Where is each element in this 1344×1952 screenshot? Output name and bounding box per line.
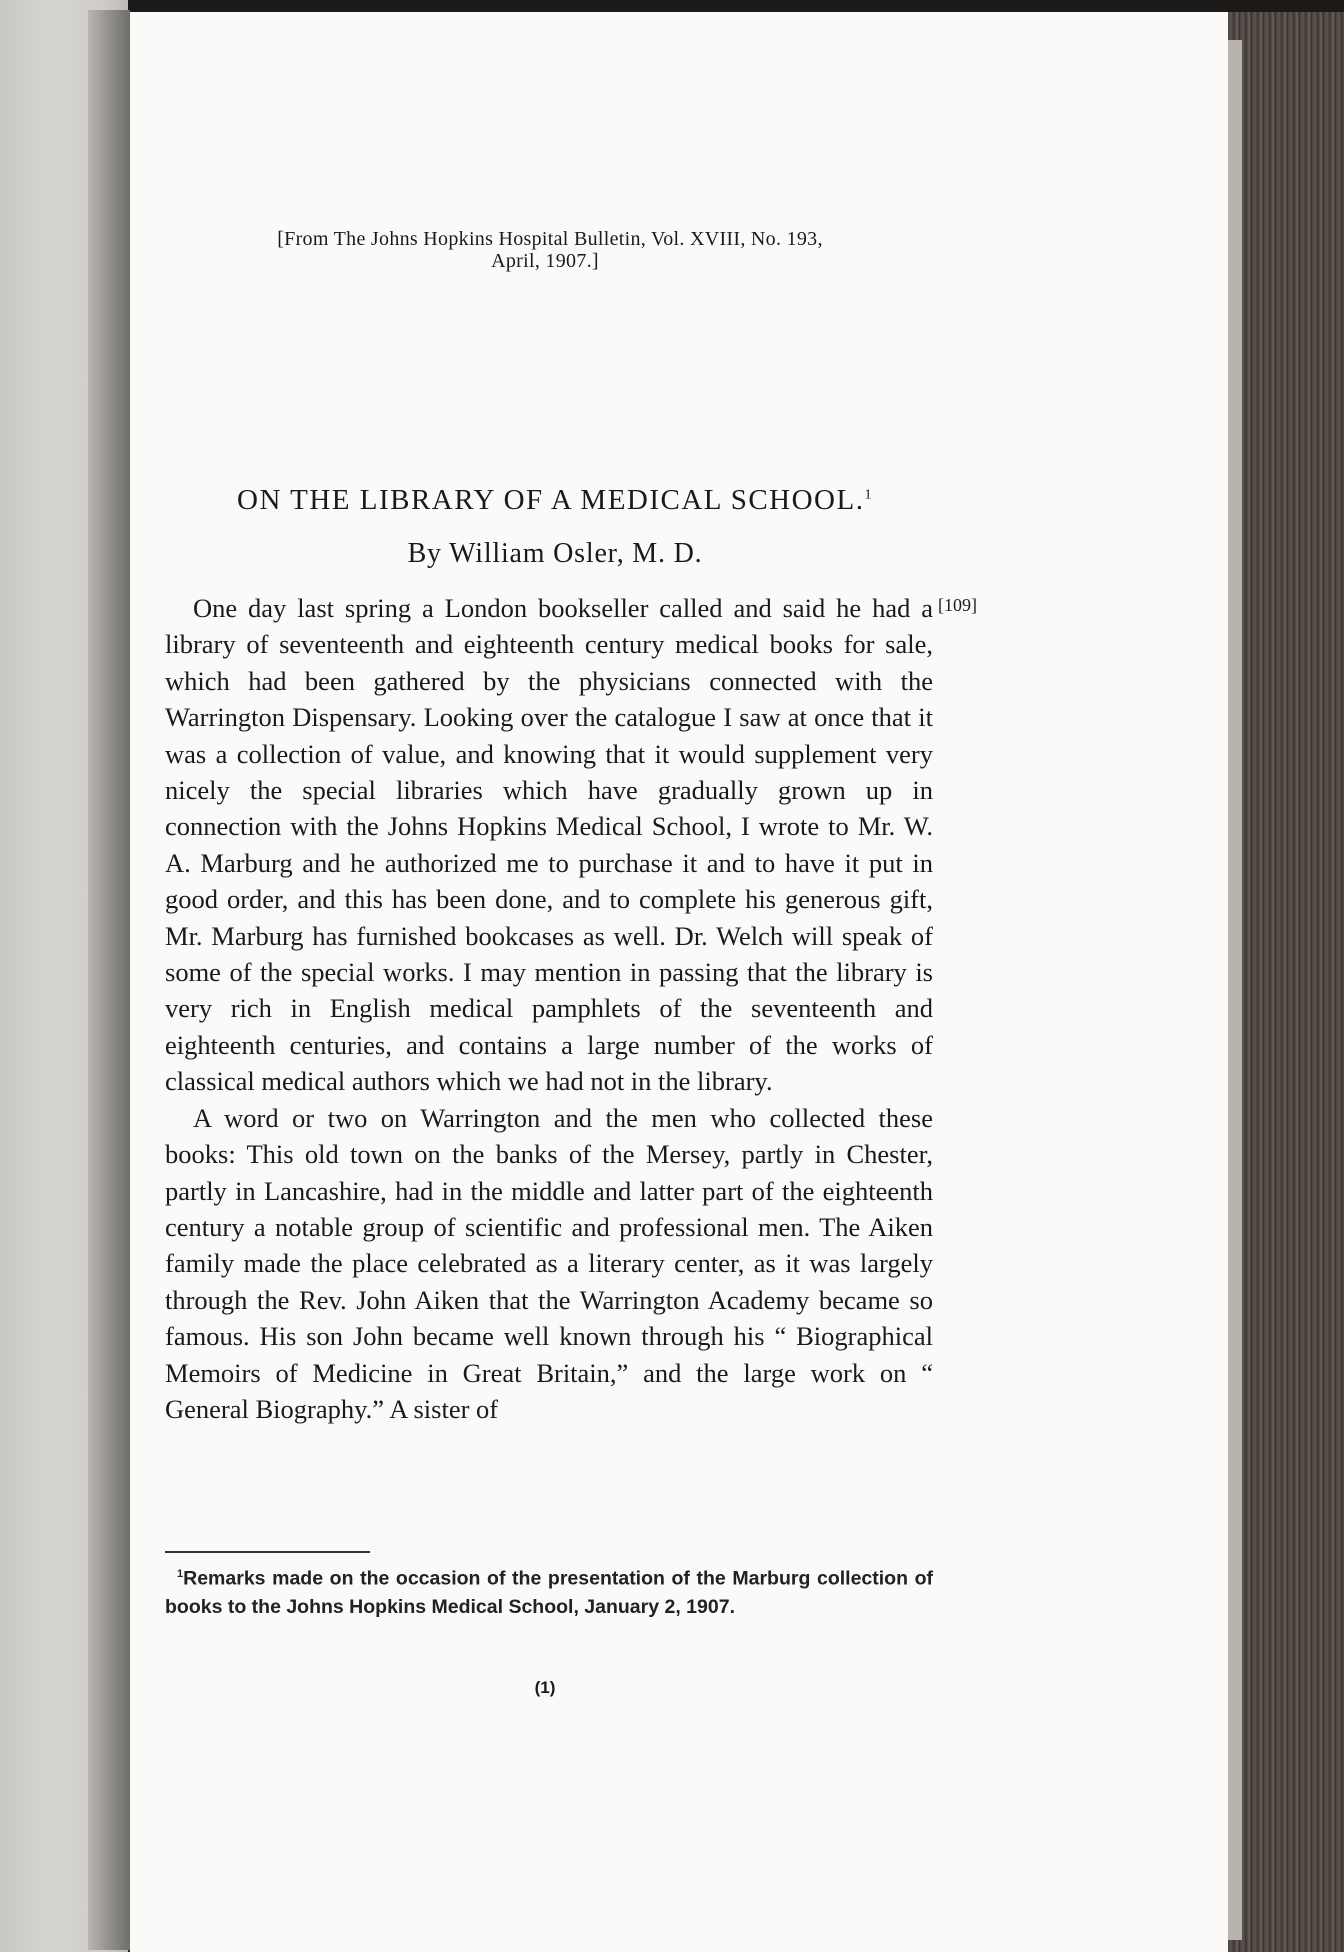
source-citation	[130, 228, 1230, 272]
footnote-text: Remarks made on the occasion of the presentation of the Marburg collection of books to the Johns Hopkins Medical School, January 2, 1907.	[165, 1567, 933, 1618]
book-fore-edge	[1228, 12, 1344, 1952]
page-number: (1)	[534, 1678, 556, 1697]
scan-top-edge	[0, 0, 1344, 12]
author-byline: By William Osler, M. D.	[407, 538, 703, 569]
source-citation-line-2: April, 1907.]	[491, 250, 599, 272]
margin-page-reference: [109]	[938, 595, 977, 615]
page-edge-strip	[1228, 40, 1242, 1940]
book-gutter	[88, 10, 130, 1950]
article-title-text: ON THE LIBRARY OF A MEDICAL SCHOOL.	[237, 484, 865, 516]
paragraph-1: One day last spring a London bookseller called and said he had a library of seventeenth and eighteenth century medical books for sale, which had been gathered by the physicians connected with the Warrington Dispensary. Looking over the catalogue I saw at once that it was a collection of value, and knowing that it would supplement very nicely the special libraries which have gradually grown up in connection with the Johns Hopkins Medical School, I wrote to Mr. W. A. Marburg and he authorized me to purchase it and to have it put in good order, and this has been done, and to complete his generous gift, Mr. Marburg has furnished bookcases as well. Dr. Welch will speak of some of the special works. I may mention in passing that the library is very rich in English medical pamphlets of the seventeenth and eighteenth centuries, and contains a large number of the works of classical medical authors which we had not in the library.	[165, 593, 933, 1097]
footnote-divider	[165, 1551, 370, 1553]
paragraph-2: A word or two on Warrington and the men who collected these books: This old town on the banks of the Mersey, partly in Chester, partly in Lancashire, had in the middle and latter part of the eighteenth century a notable group of scientific and professional men. The Aiken family made the place celebrated as a literary center, as it was largely through the Rev. John Aiken that the Warrington Academy became so famous. His son John became well known through his “ Biographical Memoirs of Medicine in Great Britain,” and the large work on “ General Biography.” A sister of	[165, 1102, 933, 1424]
footnote-mark: 1	[177, 1568, 184, 1580]
title-footnote-mark: 1	[864, 487, 873, 503]
footnote	[165, 1560, 933, 1621]
article-title	[165, 484, 945, 517]
source-citation-line-1: [From The Johns Hopkins Hospital Bulletin, Vol. XVIII, No. 193,	[277, 228, 823, 250]
article-body	[165, 590, 933, 1427]
